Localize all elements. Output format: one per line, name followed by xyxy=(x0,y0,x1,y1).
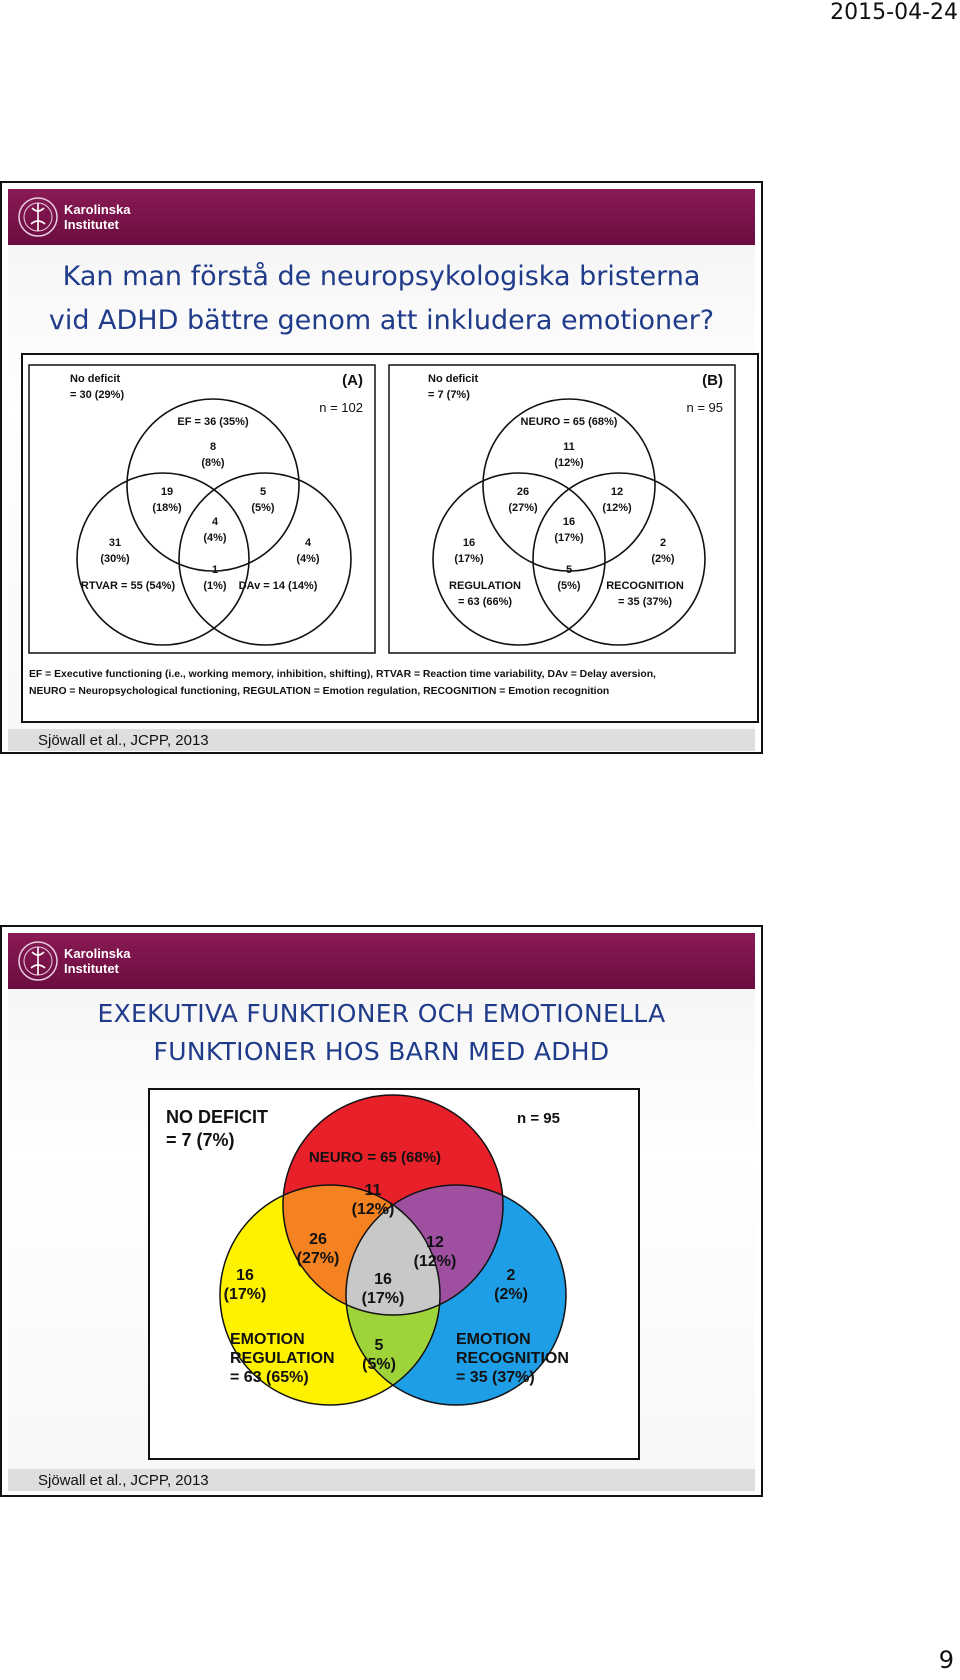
panel-b-neuro-reg-n: 26 xyxy=(516,486,530,498)
panel-a-only-rtvar-n: 31 xyxy=(108,537,122,549)
title-line-2: FUNKTIONER HOS BARN MED ADHD xyxy=(153,1037,610,1066)
panel-a-nodeficit-2: = 30 (29%) xyxy=(70,389,125,401)
panel-a-label-dav: DAv = 14 (14%) xyxy=(238,580,318,592)
slide-2 xyxy=(0,925,763,1497)
panel-b-neuro-rec-p: (12%) xyxy=(602,502,632,514)
panel-a-center-p: (4%) xyxy=(203,532,227,544)
panel-a-only-dav-p: (4%) xyxy=(296,553,320,565)
slide-2-title xyxy=(8,995,755,1071)
logo-line1: Karolinska xyxy=(64,946,131,961)
venn-only-neuro-n: 11 xyxy=(364,1182,382,1199)
venn-neuro-rec-n: 12 xyxy=(426,1234,444,1251)
panel-b-nodeficit-2: = 7 (7%) xyxy=(428,389,470,401)
slide-1 xyxy=(0,181,763,754)
panel-a-ef-rtvar-p: (18%) xyxy=(152,502,182,514)
venn-center-p: (17%) xyxy=(361,1290,405,1307)
venn-reg-rec-p: (5%) xyxy=(362,1356,396,1373)
title-line-1: Kan man förstå de neuropsykologiska bristerna xyxy=(62,261,701,292)
panel-b-reg-rec-p: (5%) xyxy=(557,580,581,592)
panel-b-center-n: 16 xyxy=(562,516,576,528)
venn-center-n: 16 xyxy=(374,1271,392,1288)
page-number: 9 xyxy=(938,1646,954,1674)
panel-a-n: n = 102 xyxy=(319,400,363,415)
logo-line2: Institutet xyxy=(64,217,119,232)
panel-a-center-n: 4 xyxy=(211,516,219,528)
venn-figure-svg xyxy=(23,355,757,721)
figure-legend-line-2: NEURO = Neuropsychological functioning, REGULATION = Emotion regulation, RECOGNITION = Emotion recognition xyxy=(29,686,610,697)
venn-neuro-reg-n: 26 xyxy=(309,1231,327,1248)
venn-nodeficit-2: = 7 (7%) xyxy=(166,1130,235,1150)
panel-b-only-reg-n: 16 xyxy=(462,537,476,549)
slide-1-title xyxy=(8,255,755,343)
panel-b-nodeficit-1: No deficit xyxy=(428,373,479,385)
panel-b-only-rec-p: (2%) xyxy=(651,553,675,565)
panel-a-label-ef: EF = 36 (35%) xyxy=(177,416,249,428)
panel-b-neuro-rec-n: 12 xyxy=(610,486,624,498)
panel-a-nodeficit-1: No deficit xyxy=(70,373,121,385)
panel-b-label-neuro: NEURO = 65 (68%) xyxy=(520,416,618,428)
venn-label-regulation-1: EMOTION xyxy=(230,1331,305,1348)
panel-b-label-regulation-2: = 63 (66%) xyxy=(457,596,513,608)
venn-label-recognition-1: EMOTION xyxy=(456,1331,531,1348)
panel-a-rtvar-dav-n: 1 xyxy=(211,564,219,576)
karolinska-logo xyxy=(16,194,166,240)
panel-b-neuro-reg-p: (27%) xyxy=(508,502,538,514)
venn-label-neuro: NEURO = 65 (68%) xyxy=(308,1149,442,1166)
panel-b-label-recognition-1: RECOGNITION xyxy=(606,580,684,592)
title-line-1: EXEKUTIVA FUNKTIONER OCH EMOTIONELLA xyxy=(97,999,666,1028)
panel-a-only-dav-n: 4 xyxy=(304,537,312,549)
panel-a-ef-rtvar-n: 19 xyxy=(160,486,174,498)
venn-label-regulation-2: REGULATION xyxy=(230,1350,335,1367)
venn-only-neuro-p: (12%) xyxy=(351,1201,395,1218)
slide-1-body xyxy=(8,189,755,749)
panel-b-center-p: (17%) xyxy=(554,532,584,544)
panel-b-reg-rec-n: 5 xyxy=(565,564,573,576)
panel-b-tag: (B) xyxy=(702,372,723,389)
panel-a-tag: (A) xyxy=(342,372,363,389)
slide-1-footer xyxy=(8,729,755,751)
panel-a-only-ef-p: (8%) xyxy=(201,457,225,469)
venn-label-recognition-2: RECOGNITION xyxy=(456,1350,569,1367)
slide-2-citation: Sjöwall et al., JCPP, 2013 xyxy=(38,1472,209,1489)
venn-only-reg-n: 16 xyxy=(236,1267,254,1284)
venn-figure-a-b xyxy=(21,353,759,723)
panel-a-ef-dav-p: (5%) xyxy=(251,502,275,514)
venn-only-rec-p: (2%) xyxy=(494,1286,528,1303)
color-venn-figure xyxy=(148,1088,640,1460)
slide-header xyxy=(8,189,755,245)
print-date: 2015-04-24 xyxy=(830,0,958,25)
panel-b-n: n = 95 xyxy=(686,400,723,415)
venn-only-reg-p: (17%) xyxy=(223,1286,267,1303)
venn-n: n = 95 xyxy=(517,1110,560,1127)
venn-nodeficit-1: NO DEFICIT xyxy=(166,1107,268,1127)
venn-reg-rec-n: 5 xyxy=(374,1337,384,1354)
panel-b-only-rec-n: 2 xyxy=(659,537,667,549)
figure-legend-line-1: EF = Executive functioning (i.e., working memory, inhibition, shifting), RTVAR = Reaction time variability, DAv = Delay aversion, xyxy=(29,669,656,680)
panel-b-frame xyxy=(389,365,735,653)
panel-a-label-rtvar: RTVAR = 55 (54%) xyxy=(80,580,176,592)
panel-b-only-reg-p: (17%) xyxy=(454,553,484,565)
logo-line2: Institutet xyxy=(64,961,119,976)
panel-a-ef-dav-n: 5 xyxy=(259,486,267,498)
venn-label-recognition-3: = 35 (37%) xyxy=(456,1369,535,1386)
panel-a-rtvar-dav-p: (1%) xyxy=(203,580,227,592)
slide-header xyxy=(8,933,755,989)
slide-2-body xyxy=(8,933,755,1489)
panel-b-label-recognition-2: = 35 (37%) xyxy=(617,596,673,608)
title-line-2: vid ADHD bättre genom att inkludera emotioner? xyxy=(48,305,715,336)
karolinska-logo xyxy=(16,938,166,984)
panel-b-only-neuro-n: 11 xyxy=(563,441,575,453)
color-venn-svg xyxy=(150,1090,638,1458)
logo-line1: Karolinska xyxy=(64,202,131,217)
venn-only-rec-n: 2 xyxy=(506,1267,516,1284)
panel-b-label-regulation-1: REGULATION xyxy=(449,580,521,592)
slide-2-footer xyxy=(8,1469,755,1491)
panel-a-only-ef-n: 8 xyxy=(209,441,217,453)
panel-b-only-neuro-p: (12%) xyxy=(554,457,584,469)
slide-1-citation: Sjöwall et al., JCPP, 2013 xyxy=(38,732,209,749)
panel-a-only-rtvar-p: (30%) xyxy=(100,553,130,565)
venn-neuro-reg-p: (27%) xyxy=(296,1250,340,1267)
venn-neuro-rec-p: (12%) xyxy=(413,1253,457,1270)
venn-label-regulation-3: = 63 (65%) xyxy=(230,1369,309,1386)
